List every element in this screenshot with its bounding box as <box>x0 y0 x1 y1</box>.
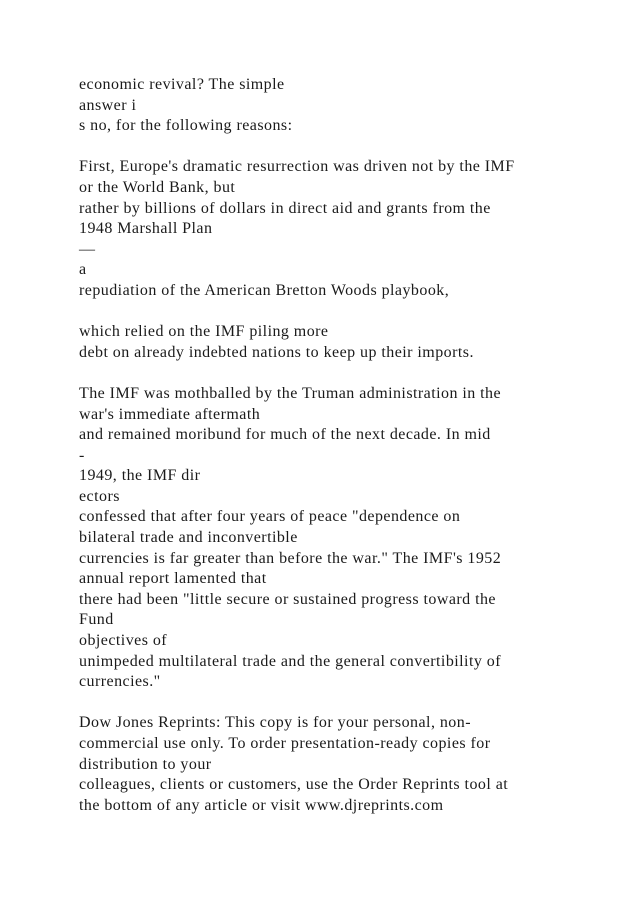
text-line: — <box>79 240 96 258</box>
text-line: 1948 Marshall Plan <box>79 220 213 238</box>
text-line: objectives of <box>79 632 168 650</box>
text-line: The IMF was mothballed by the Truman administration in the <box>79 384 502 402</box>
paragraph-2 <box>79 157 619 301</box>
text-line: and remained moribund for much of the next decade. In mid <box>79 426 491 444</box>
text-line: Dow Jones Reprints: This copy is for your personal, non- <box>79 714 471 732</box>
paragraph-1 <box>79 75 619 137</box>
paragraph-gap <box>79 693 619 714</box>
text-line: the bottom of any article or visit www.djreprints.com <box>79 796 444 814</box>
text-line: colleagues, clients or customers, use the Order Reprints tool at <box>79 776 509 794</box>
text-line: or the World Bank, but <box>79 178 236 196</box>
text-line: currencies." <box>79 673 161 691</box>
text-line: unimpeded multilateral trade and the general convertibility of <box>79 652 501 670</box>
text-line: - <box>79 446 85 464</box>
document-text <box>79 75 619 816</box>
paragraph-4 <box>79 384 619 693</box>
text-line: ectors <box>79 487 120 505</box>
text-line: which relied on the IMF piling more <box>79 323 329 341</box>
text-line: s no, for the following reasons: <box>79 117 293 135</box>
text-line: annual report lamented that <box>79 570 267 588</box>
text-line: repudiation of the American Bretton Woods playbook, <box>79 281 450 299</box>
text-line: war's immediate aftermath <box>79 405 261 423</box>
text-line: economic revival? The simple <box>79 76 285 93</box>
text-line: 1949, the IMF dir <box>79 467 201 485</box>
paragraph-5-reprints-notice <box>79 713 619 816</box>
text-line: a <box>79 261 87 279</box>
text-line: bilateral trade and inconvertible <box>79 529 298 547</box>
paragraph-3 <box>79 322 619 363</box>
text-line: confessed that after four years of peace "dependence on <box>79 508 461 526</box>
text-line: currencies is far greater than before the war." The IMF's 1952 <box>79 549 502 567</box>
text-line: distribution to your <box>79 755 212 773</box>
paragraph-gap <box>79 302 619 323</box>
text-line: there had been "little secure or sustained progress toward the <box>79 590 496 608</box>
paragraph-gap <box>79 363 619 384</box>
text-line: debt on already indebted nations to keep up their imports. <box>79 343 474 361</box>
text-line: First, Europe's dramatic resurrection was driven not by the IMF <box>79 158 515 176</box>
text-line: commercial use only. To order presentation-ready copies for <box>79 735 491 752</box>
paragraph-gap <box>79 137 619 158</box>
text-line: Fund <box>79 611 114 629</box>
text-line: rather by billions of dollars in direct aid and grants from the <box>79 199 491 217</box>
text-line: answer i <box>79 96 137 114</box>
